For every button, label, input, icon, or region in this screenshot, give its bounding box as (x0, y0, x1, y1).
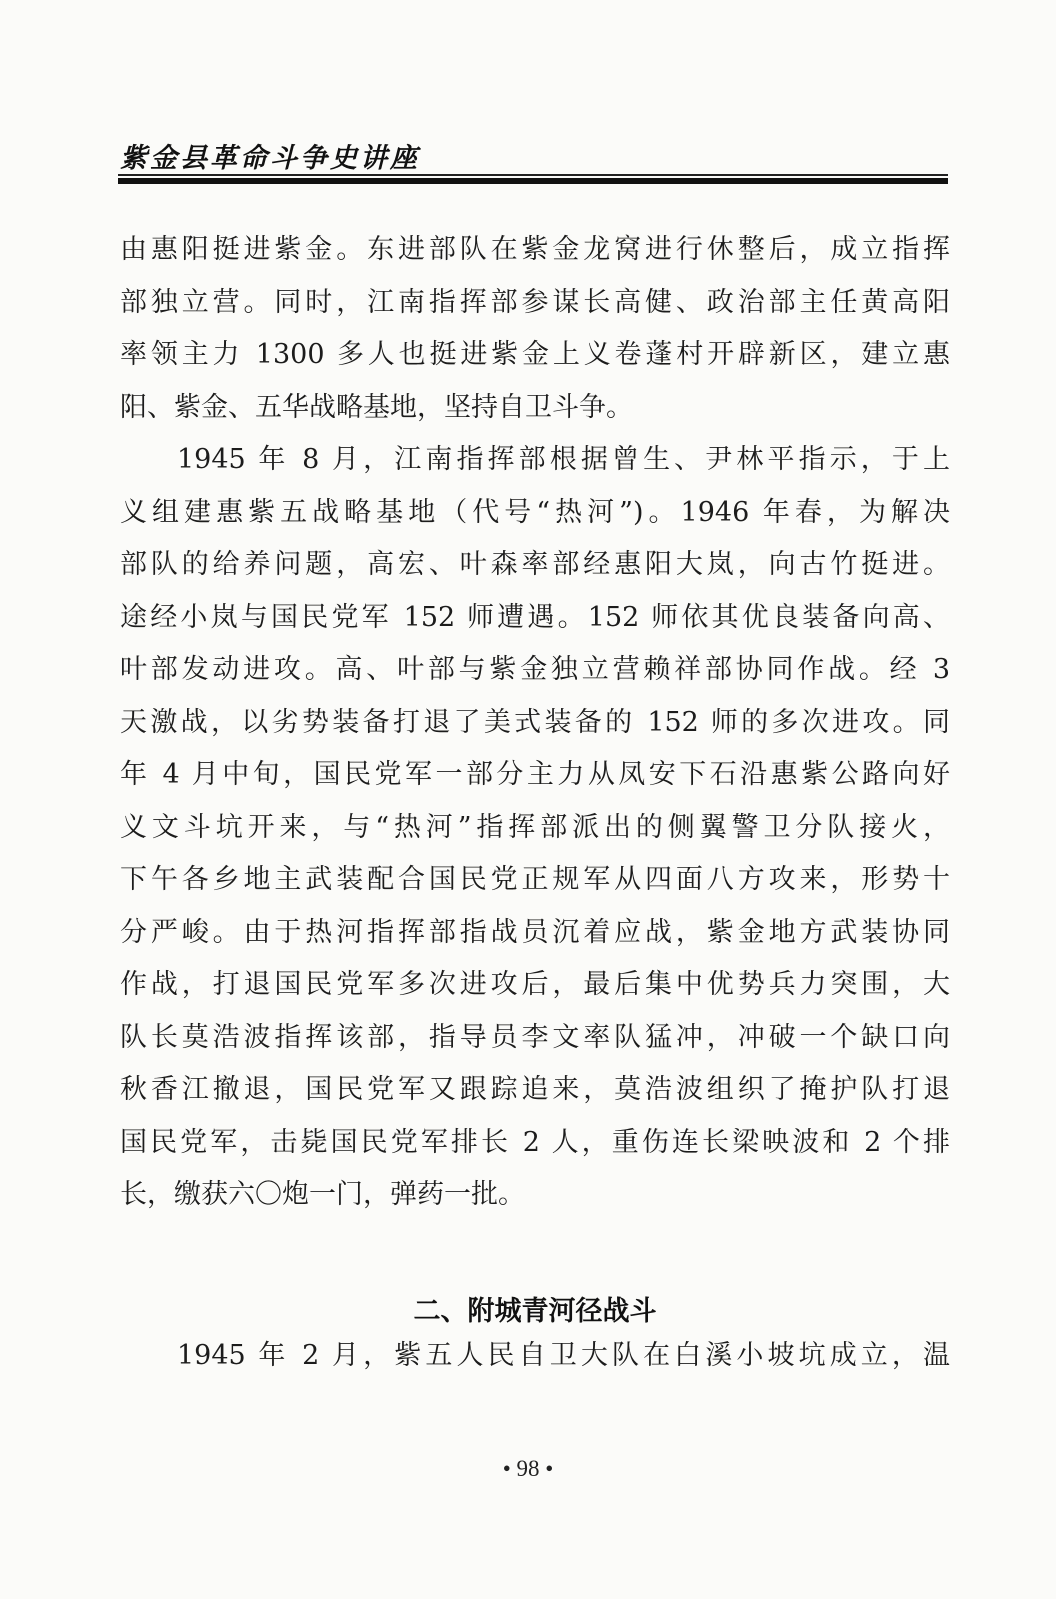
text-line: 作战，打退国民党军多次进攻后，最后集中优势兵力突围，大 (120, 969, 950, 1000)
text-line: 下午各乡地主武装配合国民党正规军从四面八方攻来，形势十 (120, 864, 950, 895)
text-line: 途经小岚与国民党军 152 师遭遇。152 师依其优良装备向高、 (120, 601, 950, 633)
paragraph-first-line: 1945 年 2 月，紫五人民自卫大队在白溪小坡坑成立，温 (177, 1340, 950, 1371)
header-rule-thin (118, 174, 948, 176)
text-line: 阳、紫金、五华战略基地，坚持自卫斗争。 (120, 391, 633, 423)
text-line: 分严峻。由于热河指挥部指战员沉着应战，紫金地方武装协同 (120, 916, 950, 948)
text-line: 国民党军，击毙国民党军排长 2 人，重伤连长梁映波和 2 个排 (120, 1126, 950, 1158)
text-line: 由惠阳挺进紫金。东进部队在紫金龙窝进行休整后，成立指挥 (120, 234, 950, 265)
text-line: 义组建惠紫五战略基地（代号“热河”)。1946 年春，为解决 (120, 496, 950, 528)
text-line: 年 4 月中旬，国民党军一部分主力从凤安下石沿惠紫公路向好 (120, 759, 950, 790)
section-body (120, 1330, 950, 1383)
text-line: 率领主力 1300 多人也挺进紫金上义卷蓬村开辟新区，建立惠 (120, 339, 950, 370)
section-heading: 二、附城青河径战斗 (413, 1296, 657, 1327)
text-line: 义文斗坑开来，与“热河”指挥部派出的侧翼警卫分队接火， (120, 811, 950, 843)
text-line: 天激战，以劣势装备打退了美式装备的 152 师的多次进攻。同 (120, 706, 950, 738)
text-line: 部队的给养问题，高宏、叶森率部经惠阳大岚，向古竹挺进。 (120, 549, 950, 580)
text-line: 队长莫浩波指挥该部，指导员李文率队猛冲，冲破一个缺口向 (120, 1021, 950, 1053)
text-line: 部独立营。同时，江南指挥部参谋长高健、政治部主任黄高阳 (120, 286, 950, 318)
body-text (120, 224, 950, 1222)
page-number: • 98 • (502, 1456, 554, 1481)
text-line: 秋香江撤退，国民党军又跟踪追来，莫浩波组织了掩护队打退 (120, 1074, 950, 1105)
paragraph-first-line: 1945 年 8 月，江南指挥部根据曾生、尹林平指示，于上 (177, 444, 950, 475)
text-line: 长，缴获六〇炮一门，弹药一批。 (120, 1179, 525, 1210)
header-rule-thick (118, 178, 948, 184)
running-header: 紫金县革命斗争史讲座 (120, 143, 420, 174)
text-line: 叶部发动进攻。高、叶部与紫金独立营赖祥部协同作战。经 3 (120, 654, 950, 685)
